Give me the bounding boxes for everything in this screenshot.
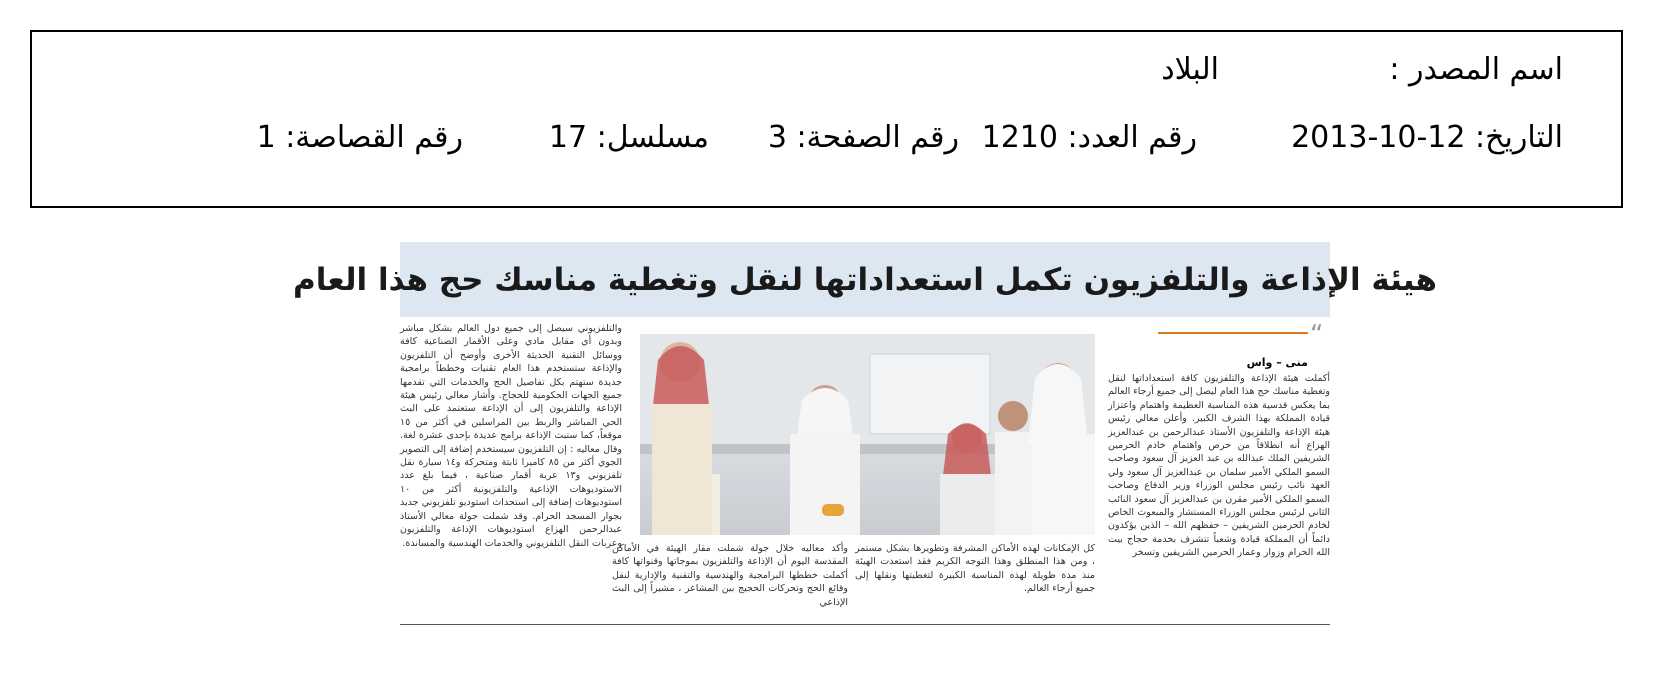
source-label: اسم المصدر : <box>1389 52 1563 87</box>
serial-number: مسلسل: 17 <box>548 120 709 155</box>
document-header-box <box>30 30 1623 208</box>
accent-rule <box>1158 332 1308 334</box>
newspaper-clipping <box>293 242 1437 630</box>
column-right: أكملت هيئة الإذاعة والتلفزيون كافة استعداداتها لنقل وتغطية مناسك حج هذا العام ليصل إلى جميع أرجاء العالم بما يعكس قدسية هذه المناسبة العظيمة واهتمام واعتزاز قيادة المملكة بهذا الشرف الكبير. وأعلن معالي رئيس هيئة الإذاعة والتلفزيون الأستاذ عبدالرحمن بن عبدالعزيز الهزاع أنه انطلاقاً من حرص واهتمام خادم الحرمين الشريفين الملك عبدالله بن عبد العزيز آل سعود وصاحب السمو الملكي الأمير سلمان بن عبدالعزيز آل سعود ولي العهد نائب رئيس مجلس الوزراء وزير الدفاع وصاحب السمو الملكي الأمير مقرن بن عبدالعزيز آل سعود النائب الثاني لرئيس مجلس الوزراء المستشار والمبعوث الخاص لخادم الحرمين الشريفين – حفظهم الله – الذين يؤكدون دائماً أن المملكة قيادة وشعباً تتشرف بخدمة حجاج بيت الله الحرام وزوار وعمار الحرمين الشريفين وتسخر <box>1108 373 1330 559</box>
column-middle-left: وأكد معاليه خلال جولة شملت مقار الهيئة في الأماكن المقدسة اليوم أن الإذاعة والتلفزيون بموجاتها وقنواتها كافة أكملت خططها البرامجية والهندسية والتقنية والإدارية لنقل وقائع الحج وتحركات الحجيج بين المشاعر ، مشيراً إلى البث الإذاعي <box>612 543 848 608</box>
bottom-rule <box>400 624 1330 625</box>
clipping-number: رقم القصاصة: 1 <box>256 120 463 155</box>
page-number: رقم الصفحة: 3 <box>767 120 959 155</box>
article-photo-illustration <box>640 334 1095 535</box>
article-headline: هيئة الإذاعة والتلفزيون تكمل استعداداتها لنقل وتغطية مناسك حج هذا العام <box>293 261 1437 298</box>
quote-mark: “ <box>1310 320 1324 350</box>
article-byline: منى – واس <box>1246 356 1308 369</box>
headline-band <box>293 242 1437 317</box>
source-value: البلاد <box>1161 52 1219 87</box>
article-photo <box>640 334 1095 535</box>
date-field: التاريخ: 12-10-2013 <box>1291 120 1563 155</box>
column-middle-right: كل الإمكانات لهذه الأماكن المشرفة وتطويرها بشكل مستمر ، ومن هذا المنطلق وهذا التوجه الكريم فقد استعدت الهيئة منذ مدة طويلة لهذه المناسبة الكبيرة لتغطيتها ونقلها إلى جميع أرجاء العالم. <box>855 543 1095 595</box>
column-left: والتلفزيوني سيصل إلى جميع دول العالم بشكل مباشر وبدون أي مقابل مادي وعلى الأقمار الصناعية كافة ووسائل التقنية الحديثة الأخرى وأوضح أن التلفزيون والإذاعة ستستخدم هذا العام تقنيات وخططاً برامجية جديدة ستهتم بكل تفاصيل الحج والخدمات التي تقدمها جميع الجهات الحكومية للحجاج. وأشار معالي رئيس هيئة الإذاعة والتلفزيون إلى أن الإذاعة ستعتمد على البث الحي المباشر والربط بين المراسلين في أكثر من ١٥ موقعاً، كما ستبث الإذاعة برامج عديدة بإحدى عشرة لغة. وقال معاليه : إن التلفزيون سيستخدم إضافة إلى التصوير الجوي أكثر من ٨٥ كاميرا ثابتة ومتحركة و١٤ سيارة نقل تلفزيوني و١٣ عربة أقمار صناعية ، فيما بلغ عدد الاستوديوهات الإذاعية والتلفزيونية أكثر من ١٠ استوديوهات إضافة إلى استحداث استوديو تلفزيوني جديد بجوار المسجد الحرام. وقد شملت جولة معالي الأستاذ عبدالرحمن الهزاع استوديوهات الإذاعة والتلفزيون وعربات النقل التلفزيوني والخدمات الهندسية والمساندة. <box>400 323 622 549</box>
issue-number: رقم العدد: 1210 <box>981 120 1197 155</box>
